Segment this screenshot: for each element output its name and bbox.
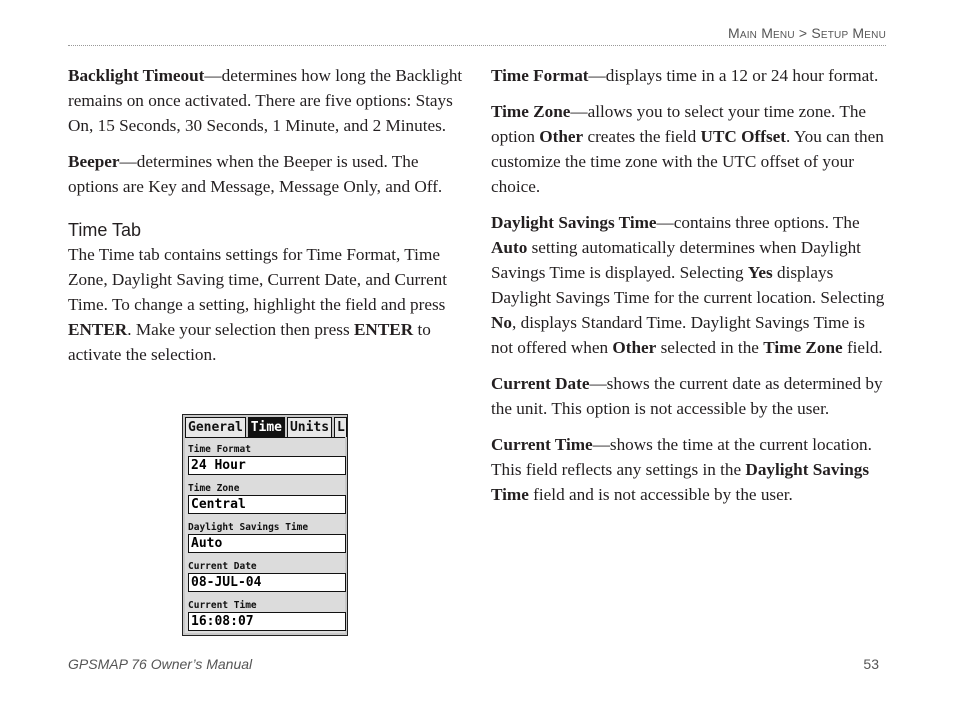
field-label-time-format: Time Format [188, 444, 251, 455]
dst-term: Daylight Savings Time [491, 213, 657, 232]
time-format-term: Time Format [491, 66, 589, 85]
backlight-timeout-text: —determines how long the Backlight remains on once activated. There are five options: Stays On, 15 Seconds, 30 Seconds, 1 Minute, and 2 Minutes. [68, 66, 463, 135]
field-label-daylight-savings: Daylight Savings Time [188, 522, 309, 533]
dst-text-5: selected in the [656, 338, 764, 357]
current-date-text: —shows the current date as determined by the unit. This option is not accessible by the user. [491, 374, 883, 418]
intro-enter-1: ENTER [68, 320, 128, 339]
dst-text-3: displays Daylight Savings Time for the current location. Selecting [491, 263, 885, 307]
tab-partial[interactable]: L [334, 417, 347, 437]
backlight-timeout-term: Backlight Timeout [68, 66, 205, 85]
field-label-current-date: Current Date [188, 561, 257, 572]
tab-general[interactable]: General [185, 417, 246, 437]
dst-text-4: , displays Standard Time. Daylight Savings Time is not offered when [491, 313, 865, 357]
dst-yes: Yes [747, 263, 773, 282]
field-label-current-time: Current Time [188, 600, 257, 611]
tz-text-1: —allows you to select your time zone. The option [491, 102, 867, 146]
right-column [491, 63, 891, 518]
time-settings-panel [185, 437, 345, 633]
beeper-term: Beeper [68, 152, 120, 171]
dst-no: No [491, 313, 513, 332]
device-screen [182, 414, 348, 636]
dst-time-zone: Time Zone [763, 338, 843, 357]
current-date-paragraph [491, 371, 891, 421]
dst-other: Other [612, 338, 657, 357]
current-time-field: 16:08:07 [188, 612, 346, 631]
dst-text-2: setting automatically determines when Daylight Savings Time is displayed. Selecting [491, 238, 861, 282]
dst-text-6: field. [842, 338, 883, 357]
tz-text-3: . You can then customize the time zone with the UTC offset of your choice. [491, 127, 884, 196]
dst-paragraph [491, 210, 891, 360]
time-format-text: —displays time in a 12 or 24 hour format. [588, 66, 879, 85]
tab-units[interactable]: Units [287, 417, 332, 437]
time-zone-term: Time Zone [491, 102, 571, 121]
current-date-field: 08-JUL-04 [188, 573, 346, 592]
tz-other: Other [539, 127, 584, 146]
intro-text-1: The Time tab contains settings for Time Format, Time Zone, Daylight Saving time, Current Date, and Current Time. To change a setting, highlight the field and press [68, 245, 447, 314]
intro-text-3: to activate the selection. [68, 320, 431, 364]
time-zone-field[interactable]: Central [188, 495, 346, 514]
left-column [68, 63, 468, 378]
time-format-field[interactable]: 24 Hour [188, 456, 346, 475]
time-tab-intro [68, 242, 468, 367]
breadcrumb: Main Menu > Setup Menu [727, 25, 886, 41]
tab-time[interactable]: Time [248, 417, 285, 437]
beeper-paragraph [68, 149, 468, 199]
page-number: 53 [863, 656, 879, 672]
intro-enter-2: ENTER [353, 320, 414, 339]
ct-text-1: —shows the time at the current location. This field reflects any settings in the [491, 435, 872, 479]
current-time-term: Current Time [491, 435, 593, 454]
time-format-paragraph [491, 63, 891, 88]
ct-dst: Daylight Savings Time [491, 460, 870, 504]
dst-auto: Auto [491, 238, 528, 257]
field-label-time-zone: Time Zone [188, 483, 240, 494]
tz-utc-offset: UTC Offset [700, 127, 786, 146]
daylight-savings-field[interactable]: Auto [188, 534, 346, 553]
current-time-paragraph [491, 432, 891, 507]
current-date-term: Current Date [491, 374, 590, 393]
tz-text-2: creates the field [583, 127, 701, 146]
section-title: Time Tab [68, 220, 142, 240]
time-zone-paragraph [491, 99, 891, 199]
dst-text-1: —contains three options. The [656, 213, 860, 232]
manual-title: GPSMAP 76 Owner’s Manual [68, 656, 253, 672]
header-divider [68, 45, 886, 46]
backlight-timeout-paragraph [68, 63, 468, 138]
device-tabs [185, 417, 347, 438]
intro-text-2: . Make your selection then press [127, 320, 354, 339]
beeper-text: —determines when the Beeper is used. The options are Key and Message, Message Only, and Off. [68, 152, 443, 196]
ct-text-2: field and is not accessible by the user. [528, 485, 793, 504]
